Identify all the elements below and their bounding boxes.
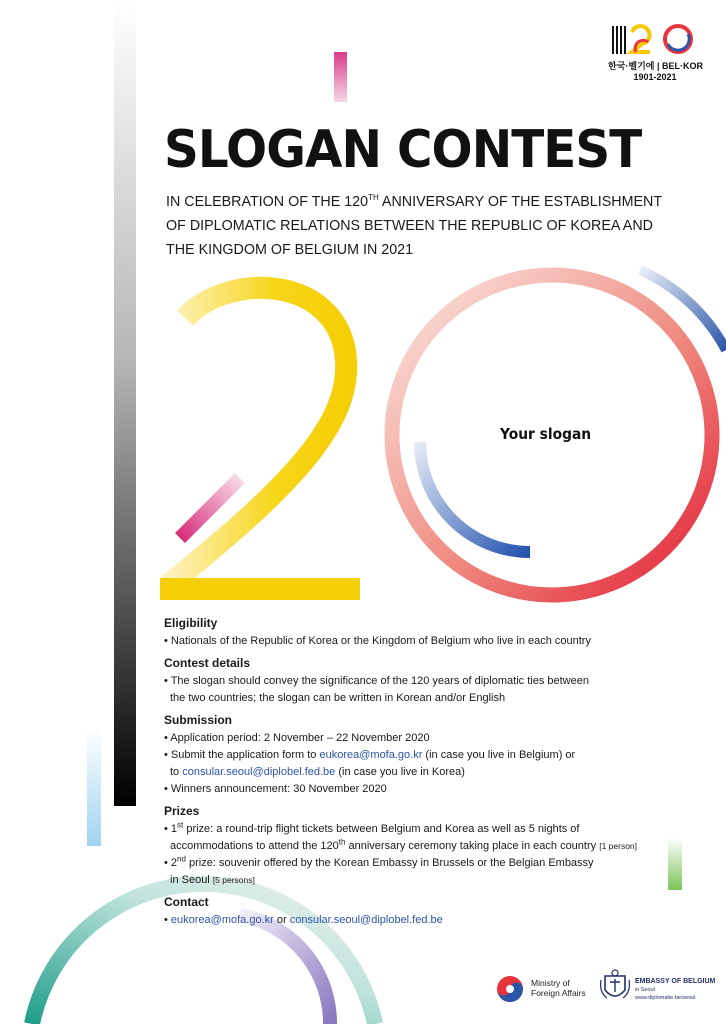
embassy-label [635,978,715,1002]
mofa-taegeuk-icon [495,974,525,1004]
submission-title: Submission [164,713,233,727]
contact-or: or [273,914,290,926]
details-item-line-2: the two countries; the slogan can be written in Korean and/or English [170,692,506,704]
prize-2-line-2 [164,872,664,889]
email-link-eukorea[interactable]: eukorea@mofa.go.kr [319,749,423,761]
prize-2-count: [5 persons] [212,875,255,885]
prize-1-desc: prize: a round-trip flight tickets between Belgium and Korea as well as 5 nights of [183,823,580,835]
eligibility-title: Eligibility [164,616,218,630]
intro-line-3: THE KINGDOM OF BELGIUM IN 2021 [166,242,414,258]
prize-2-desc: prize: souvenir offered by the Korean Embassy in Brussels or the Belgian Embassy [185,857,594,869]
submission-form-line-1 [164,747,664,764]
section-prizes [164,804,664,889]
logo-korean: 한국·벨기에 [608,61,655,71]
embassy-line-1: EMBASSY OF BELGIUM [635,978,716,985]
prize-1-line-2-post: anniversary ceremony taking place in each country [345,840,600,852]
logo-separator: | [656,61,660,71]
prize-1-sup: st [177,820,184,830]
anniversary-emblem-icon [608,22,702,56]
mofa-line-2: Foreign Affairs [531,988,586,998]
submission-form-pre: • Submit the application form to [164,749,320,761]
mofa-label [531,978,586,998]
submission-form-post: (in case you live in Belgium) or [422,749,576,761]
email-link-consular[interactable]: consular.seoul@diplobel.fed.be [182,766,336,778]
prize-1-count: [1 person] [599,841,638,851]
logo-pair: BEL·KOR [662,61,704,71]
section-details [164,656,664,707]
intro-line-1-post: ANNIVERSARY OF THE ESTABLISHMENT [378,194,663,210]
submission-form-line-2 [164,764,664,781]
belgium-coat-of-arms-icon [599,968,631,1008]
section-contact [164,895,664,929]
prize-2-num: • 2 [164,857,178,869]
intro-line-2: OF DIPLOMATIC RELATIONS BETWEEN THE REPUBLIC OF KOREA AND [166,218,653,234]
intro-line-1-pre: IN CELEBRATION OF THE 120 [166,194,369,210]
contest-info [164,616,664,935]
intro-line-1 [166,190,662,214]
anniversary-logo [608,22,702,83]
eligibility-item: • Nationals of the Republic of Korea or the Kingdom of Belgium who live in each country [164,635,591,647]
prize-1-line-1 [164,821,664,838]
prizes-title: Prizes [164,804,200,818]
details-title: Contest details [164,656,251,670]
contact-bullet: • [164,914,171,926]
contact-line [164,912,664,929]
prize-2-sup: nd [177,854,186,864]
submission-form-korea: (in case you live in Korea) [335,766,465,778]
embassy-url: www.diplomatie.be/seoul [635,995,696,1001]
contact-title: Contact [164,895,209,909]
prize-1-num: • 1 [164,823,178,835]
page-title: SLOGAN CONTEST [164,120,642,180]
slogan-placeholder: Your slogan [500,425,592,443]
submission-form-to: to [170,766,183,778]
details-item-line-1: • The slogan should convey the significance of the 120 years of diplomatic ties between [164,675,589,687]
intro-line-1-sup: TH [368,193,379,203]
contact-email-consular[interactable]: consular.seoul@diplobel.fed.be [289,914,443,926]
section-eligibility [164,616,664,650]
section-submission [164,713,664,798]
prize-2-line-2-text: in Seoul [170,874,213,886]
submission-winners: • Winners announcement: 30 November 2020 [164,783,387,795]
intro-text [166,190,662,262]
prize-1-line-2-pre: accommodations to attend the 120 [170,840,339,852]
prize-1-line-2-sup: th [338,837,346,847]
prize-2-line-1 [164,855,664,872]
logo-years: 1901-2021 [633,72,677,82]
submission-period: • Application period: 2 November – 22 November 2020 [164,732,430,744]
contact-email-eukorea[interactable]: eukorea@mofa.go.kr [170,914,274,926]
embassy-line-2: in Seoul [635,987,655,993]
prize-1-line-2 [164,838,664,855]
mofa-line-1: Ministry of [531,978,570,988]
logo-caption [608,61,702,72]
